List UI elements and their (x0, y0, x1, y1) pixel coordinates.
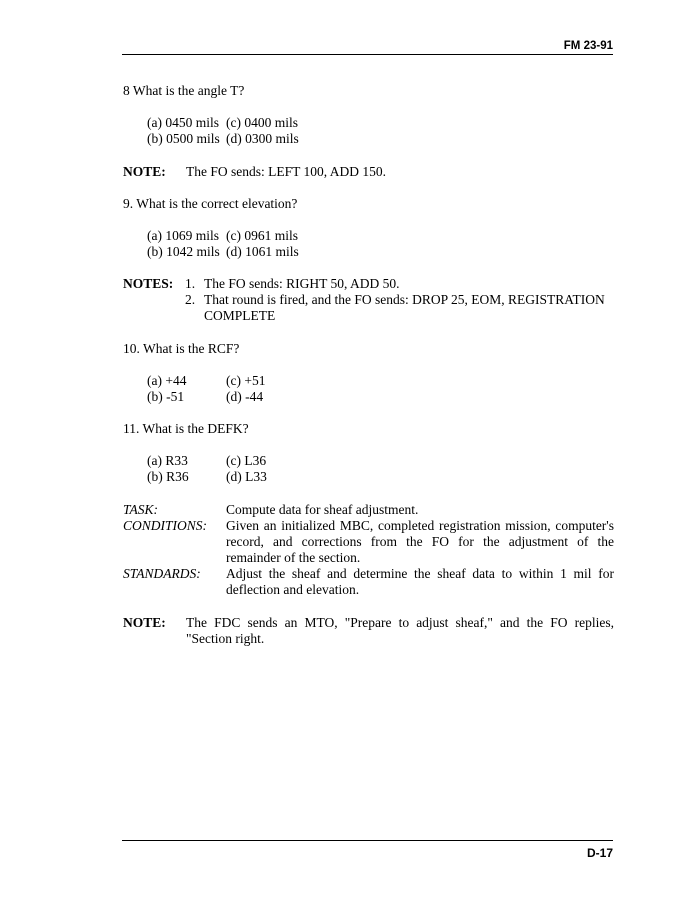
standards-label: STANDARDS: (123, 566, 201, 581)
q11-option-d: (d) L33 (226, 469, 267, 484)
q10-option-a: (a) +44 (147, 373, 187, 388)
document-id: FM 23-91 (563, 40, 613, 52)
q11-option-b: (b) R36 (147, 469, 189, 484)
note-text: The FO sends: LEFT 100, ADD 150. (186, 164, 387, 179)
header-rule (122, 54, 613, 55)
question-9: 9. What is the correct elevation? (123, 196, 298, 211)
task-label: TASK: (123, 502, 159, 517)
q10-option-d: (d) -44 (226, 389, 264, 404)
q9-option-c: (c) 0961 mils (226, 228, 298, 243)
note-2-line-1: That round is fired, and the FO sends: DROP 25, EOM, REGISTRATION (204, 292, 605, 307)
notes-label: NOTES: (123, 276, 174, 291)
note-2-number: 2. (185, 292, 196, 307)
q11-option-a: (a) R33 (147, 453, 188, 468)
q10-option-c: (c) +51 (226, 373, 266, 388)
task-text: Compute data for sheaf adjustment. (226, 502, 419, 517)
conditions-label: CONDITIONS: (123, 518, 208, 533)
page-number: D-17 (586, 846, 613, 860)
footer-rule (122, 840, 613, 841)
q11-option-c: (c) L36 (226, 453, 267, 468)
note-label-2: NOTE: (123, 615, 166, 630)
note-label: NOTE: (123, 164, 166, 179)
note-1-number: 1. (185, 276, 196, 291)
standards-text: Adjust the sheaf and determine the sheaf data to within 1 mil for deflection and elevation. (226, 566, 614, 597)
q9-option-d: (d) 1061 mils (226, 244, 299, 259)
q8-option-d: (d) 0300 mils (226, 131, 299, 146)
question-11: 11. What is the DEFK? (123, 421, 249, 436)
q8-option-b: (b) 0500 mils (147, 131, 220, 146)
q9-option-a: (a) 1069 mils (147, 228, 219, 243)
note-text-2: The FDC sends an MTO, "Prepare to adjust sheaf," and the FO replies, "Section right. (186, 615, 614, 646)
question-10: 10. What is the RCF? (123, 341, 240, 356)
q9-option-b: (b) 1042 mils (147, 244, 220, 259)
conditions-text: Given an initialized MBC, completed registration mission, computer's record, and corrections from the FO for the adjustment of the remainder of the section. (226, 518, 614, 565)
q10-option-b: (b) -51 (147, 389, 185, 404)
q8-option-a: (a) 0450 mils (147, 115, 219, 130)
q8-option-c: (c) 0400 mils (226, 115, 298, 130)
note-1-text: The FO sends: RIGHT 50, ADD 50. (204, 276, 400, 291)
note-2-line-2: COMPLETE (204, 308, 276, 323)
question-8: 8 What is the angle T? (123, 83, 245, 98)
